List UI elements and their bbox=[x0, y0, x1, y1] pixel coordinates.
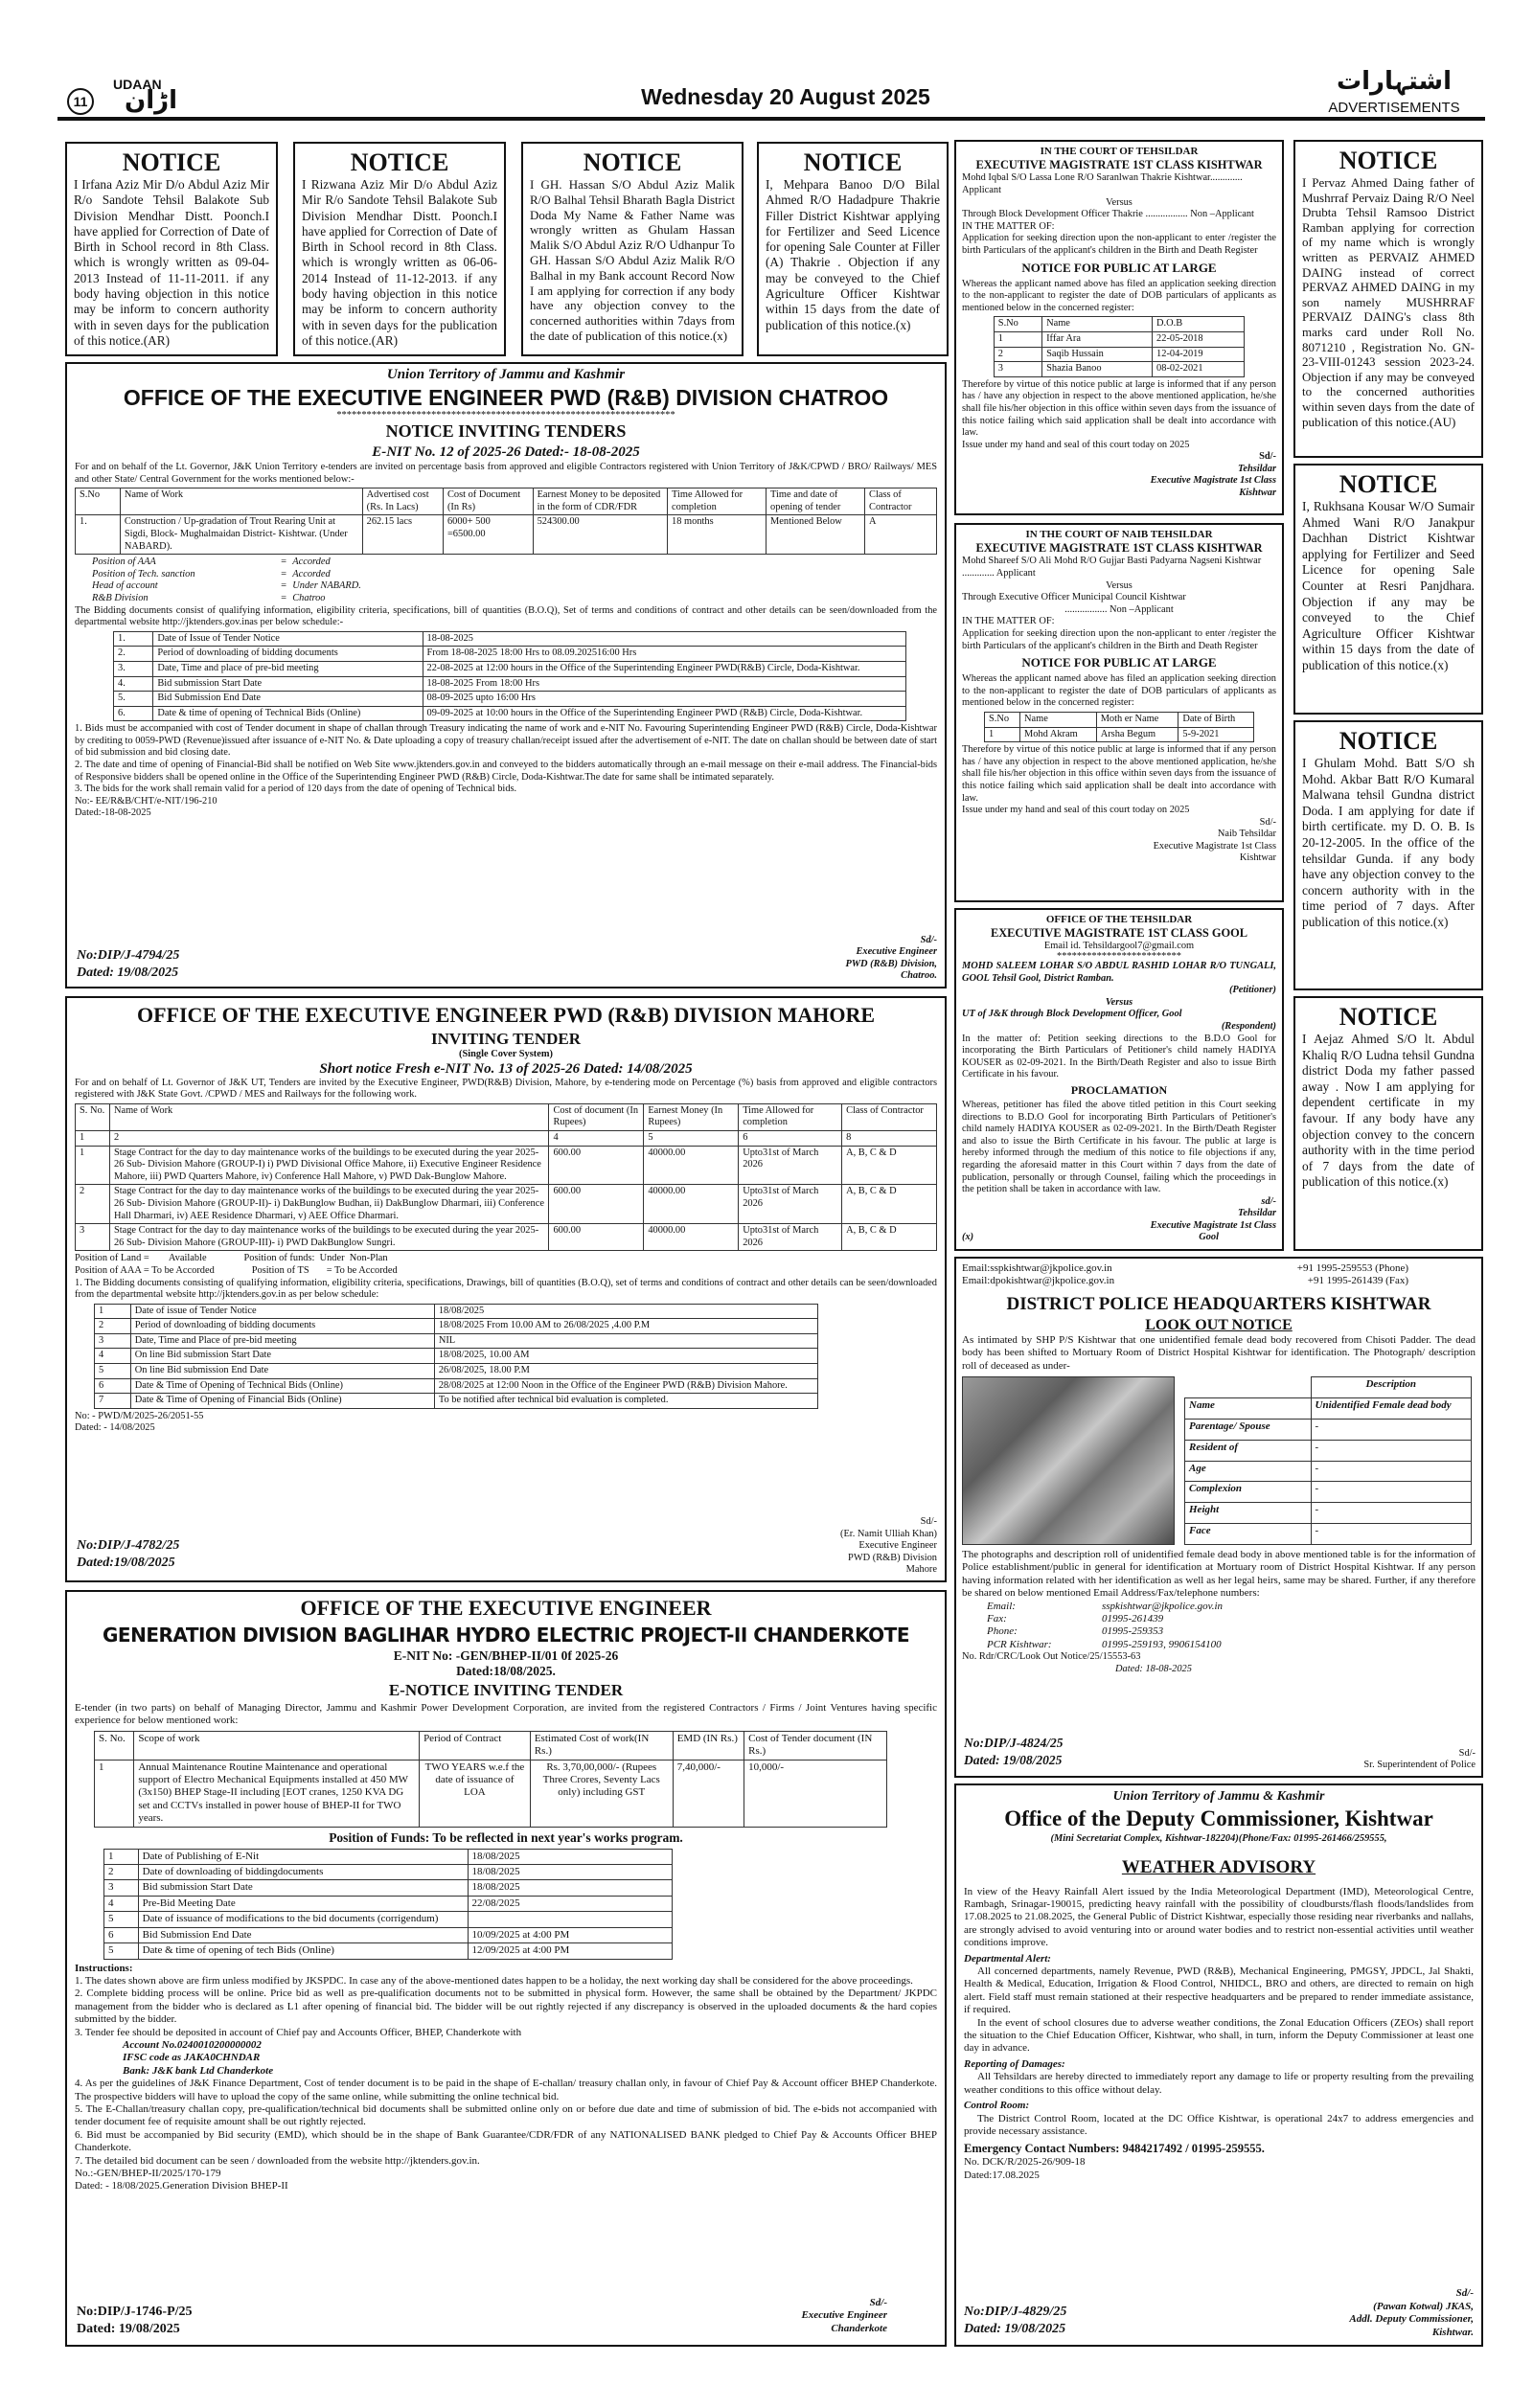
tender-title: INVITING TENDER bbox=[430, 1030, 582, 1048]
petitioner-label: (Petitioner) bbox=[1228, 985, 1276, 996]
court-matter: IN THE MATTER OF: bbox=[962, 220, 1055, 232]
police-lookout-notice bbox=[954, 1257, 1483, 1778]
lookout-intro: As intimated by SHP P/S Kishtwar that one unidentified female dead body recovered from Chisoti Padder. The dead body has been shifted to Mortuary Room of District Hospital Kishtwar for identification. The Photograph/ description roll of deceased as under- bbox=[962, 1333, 1476, 1372]
office-heading: OFFICE OF THE EXECUTIVE ENGINEER PWD (R&B) DIVISION CHATROO bbox=[123, 385, 889, 410]
notice-body: I GH. Hassan S/O Abdul Aziz Malik R/O Balhal Tehsil Bharath Bagla District Doda My Name & Father Name was wrongly written as Ghulam Hassan Malik S/O Abdul Aziz R/O Udhanpur To GH. Hassan S/O Abdul Aziz Malik R/O Balhal in my Bank account Record Now I am applying for correction if any body have any objection convey to the concerned authorities within 7days from the date of publication of this notice.(x) bbox=[530, 177, 735, 343]
notice-body: I Ghulam Mohd. Batt S/O sh Mohd. Akbar Batt R/O Kumaral Malwana tehsil Gundna district Doda. I am applying for date if birth certificate. my D. O. B. Is 20-12-2005. In the office of the tehsildar Gunda. if any body have any objection convey to the concern authority with in the time period of 7 days. After publication of this notice.(x) bbox=[1302, 756, 1475, 929]
position-list: Position of AAA = Accorded Position of Tech. sanction = Accorded Head of account = Under NABARD. R&B Division = Chatroo bbox=[92, 557, 361, 603]
position-1: Position of Land = Available Position of funds: Under Non-Plan bbox=[75, 1253, 388, 1264]
police-title: DISTRICT POLICE HEADQUARTERS KISHTWAR bbox=[1006, 1293, 1431, 1314]
court-parties: Mohd Shareef S/O Ali Mohd R/O Gujjar Basti Padyarna Nagseni Kishtwar ............. Applicant bbox=[962, 556, 1262, 579]
tender-intro: For and on behalf of the Lt. Governor, J&K Union Territory e-tenders are invited on percentage basis from approved and eligible Contractors registered with Union Territory of J&K/CPWD / BRO/ Railways/ MES and other State/ Central Government for the works mentioned below:- bbox=[75, 462, 937, 485]
table-row: 6 Bid Submission End Date 10/09/2025 at 4:00 PM bbox=[104, 1927, 673, 1942]
court-respondent: Through Executive Officer Municipal Council Kishtwar bbox=[962, 592, 1186, 603]
table-row: 6 Date & Time of Opening of Technical Bids (Online) 28/08/2025 at 12:00 Noon in the Office of the Engineer PWD (R&B) Division Mahore. bbox=[95, 1378, 818, 1394]
notice-title: NOTICE bbox=[803, 148, 903, 176]
notice-body: I, Mehpara Banoo D/O Bilal Ahmed R/O Hadadpure Thakrie Filler District Kishtwar applying for Fertilizer and Seed Licence for opening Sale Counter at Filler (A) Thakrie . Objection if any may be conveyed to the Chief Agriculture Officer Kishtwar within 15 days from the date of publication of this notice.(x) bbox=[766, 177, 940, 332]
col-header: Cost of document (In Rupees) bbox=[549, 1103, 644, 1130]
instruction-1: 1. The dates shown above are firm unless modified by JKSPDC. In case any of the above-mentioned dates happen to be a holiday, the next working day shall be considered for the above proceedings. bbox=[75, 1974, 913, 1987]
notice-irfana bbox=[65, 142, 278, 356]
instruction-2: 2. Complete bidding process will be online. Price bid as well as pre-qualification documents not to be submitted in physical form. However, the same shall be obtained by the Department/ JKPDC management from the bidder who is declared as L1 after opening of financial bid. The bidder will be out rightly rejected if any discrepancy is observed in the uploaded documents & the hard copies submitted by the bidder. bbox=[75, 1988, 937, 2026]
table-row: Complexion - bbox=[1185, 1482, 1472, 1503]
office-email: Email id. Tehsildargool7@gmail.com bbox=[1043, 941, 1195, 952]
proclamation-title: PROCLAMATION bbox=[1070, 1082, 1168, 1097]
col-header: Name bbox=[1042, 317, 1153, 332]
ref-date: Dated:-18-08-2025 bbox=[75, 807, 151, 819]
police-contact-row bbox=[962, 1262, 1476, 1275]
court-therefore: Therefore by virtue of this notice public at large is informed that if any person has / have any objection in respect to the above mentioned application, he/she shall file his/her objection in this office within seven days from the issuance of this notice failing which said application shall be dealt into accordance with law. bbox=[962, 744, 1276, 804]
court-name: IN THE COURT OF TEHSILDAR bbox=[1040, 146, 1199, 157]
col-header: S. No. bbox=[95, 1731, 134, 1760]
advisory-title: WEATHER ADVISORY bbox=[1121, 1856, 1316, 1877]
court-public-title: NOTICE FOR PUBLIC AT LARGE bbox=[1021, 655, 1217, 670]
advisory-p5: The District Control Room, located at the DC Office Kishtwar, is operational 24x7 to address emergencies and provide necessary assistance. bbox=[964, 2112, 1474, 2137]
petitioner: MOHD SALEEM LOHAR S/O ABDUL RASHID LOHAR R/O TUNGALI, GOOL Tehsil Gool, District Ramban. bbox=[962, 961, 1276, 984]
office-heading: OFFICE OF THE EXECUTIVE ENGINEER bbox=[300, 1596, 712, 1620]
court-naib-tehsildar bbox=[954, 523, 1284, 902]
ref-number: No. Rdr/CRC/Look Out Notice/25/15553-63 bbox=[962, 1651, 1141, 1663]
table-row: 2 Period of downloading of bidding documents 18/08/2025 From 10.00 AM to 26/08/2025 ,4.00 P.M bbox=[95, 1319, 818, 1334]
office-address: (Mini Secretariat Complex, Kishtwar-182204)(Phone/Fax: 01995-261466/259555, bbox=[1050, 1833, 1387, 1844]
account-no: Account No.0240010200000002 bbox=[123, 2038, 262, 2051]
contact-list: Email: sspkishtwar@jkpolice.gov.in Fax: 01995-261439 Phone: 01995-259353 PCR Kishtwar: 01995-259193, 9906154100 bbox=[987, 1600, 1224, 1650]
docs-text: The Bidding documents consist of qualifying information, eligibility criteria, specifications, bill of quantities (B.O.Q), Set of terms and conditions of contract and other details can be seen/downloaded from the departmental website http://jktenders.gov.inas per below schedule:- bbox=[75, 604, 937, 628]
court-parties: Mohd Iqbal S/O Lassa Lone R/O Saranlwan Thakrie Kishtwar............. Applicant bbox=[962, 172, 1243, 195]
notice-body: I Pervaz Ahmed Daing father of Mushrraf Pervaiz Daing R/O Neel Drubta Tehsil Ramsoo District Ramban applying for correction of my name which is wrongly written as PERVAIZ AHMED DAING instead of correct PERVAZ AHMED DAING in my son namely MUSHRRAF PERVAIZ DAING's class 8th marks card under Roll No. 8071210 , Registration No. GN-23-VIII-01243 session 2023-24. Objection if any may be conveyed to the concerned authorities within seven days from the date of publication of this notice.(AU) bbox=[1302, 175, 1475, 429]
col-header: Earnest Money to be deposited in the form of CDR/FDR bbox=[533, 488, 667, 515]
emergency-contacts: Emergency Contact Numbers: 9484217492 / 01995-259555. bbox=[964, 2142, 1265, 2156]
notice-rukhsana bbox=[1293, 464, 1483, 715]
dip-number: No:DIP/J-4824/25 bbox=[964, 1736, 1064, 1750]
lookout-details bbox=[962, 1376, 1476, 1545]
table-row: 2. Period of downloading of bidding documents From 18-08-2025 18:00 Hrs to 08.09.202516:00 Hrs bbox=[114, 647, 906, 662]
ref-date: Dated: - 14/08/2025 bbox=[75, 1422, 155, 1434]
police-email-1: Email:sspkishtwar@jkpolice.gov.in bbox=[962, 1262, 1112, 1274]
col-header: Class of Contractor bbox=[842, 1103, 937, 1130]
bank-name: Bank: J&K bank Ltd Chanderkote bbox=[123, 2064, 274, 2077]
table-row: 5 Date of issuance of modifications to the bid documents (corrigendum) bbox=[104, 1912, 673, 1927]
advisory-p2: All concerned departments, namely Revenue, PWD (R&B), Mechanical Engineering, PMGSY, JPDCL, Jal Shakti, Health & Medical, Education, Irrigation & Flood Control, NHIDCL, BRO and others, are directed to remain on high alert. Field staff must remain stationed at their respective headquarters and be prepared to render immediate assistance, if required. bbox=[964, 1965, 1474, 2016]
table-row: 1. Date of Issue of Tender Notice 18-08-2025 bbox=[114, 631, 906, 647]
tender-pwd-mahore bbox=[65, 996, 947, 1582]
court-signer: Kishtwar bbox=[1239, 852, 1276, 864]
proclamation-body: Whereas, petitioner has filed the above titled petition in this Court seeking directions to B.D.O Gool for incorporating Birth Particulars of Petitioner's child namely HADIYA KOUSER as 02-09-2021. In the Birth/Death Register and also to issue the Birth Certificate in his favour. The public at large is hereby informed through the medium of this notice to file objections if any, regarding the aforesaid matter in this Court within 7 days from the date of publication, personally or through Counsel, failing which the proceedings in the petition shall be taken in accordance with law. bbox=[962, 1099, 1276, 1195]
col-header: EMD (IN Rs.) bbox=[673, 1731, 744, 1760]
instruction-7: 7. The detailed bid document can be seen / downloaded from the website http://jktenders.gov.in. bbox=[75, 2154, 480, 2167]
tender-title: NOTICE INVITING TENDERS bbox=[385, 421, 627, 441]
gool-versus: Versus bbox=[1105, 996, 1133, 1008]
logo-english: UDAAN bbox=[113, 77, 162, 92]
schedule-table bbox=[113, 631, 906, 722]
respondent-label: (Respondent) bbox=[1221, 1020, 1276, 1032]
dc-weather-advisory bbox=[954, 1783, 1483, 2347]
ref-number: No. DCK/R/2025-26/909-18 bbox=[964, 2156, 1086, 2169]
ref-date: Dated: - 18/08/2025.Generation Division BHEP-II bbox=[75, 2180, 288, 2192]
works-table: S. No. Name of Work Cost of document (In Rupees) Earnest Money (In Rupees) Time Allowed for completion Class of Contractor 1 2 4 5 6 8 1 Stage Contract for the day to day maintenance works of the buildings to be executed during the year 2025-26 Sub- Division Mahore (GROUP-I) i) PWD Divisional Office Mahore, ii) Executive Engineer Residence Mahore, iii) PWD Quarters Mahore, iv) Conference Hall Mahore, v) PWD Dak-Bunglow Mahore. 600.00 40000.00 Upto31st of March 2026 A, B, C & D 2 Stage Contract for the day to day maintenance works of the buildings to be executed during the year 2025-26 Sub- Division Mahore (GROUP-II)- i) DakBunglow Budhan, ii) DakBunglow Dharmari, iii) Conference Hall Dharmari, iv) AEE Residence Dharmari, v) AEE Office Dharmari. 600.00 40000.00 Upto31st of March 2026 A, B, C & D 3 Stage Contract for the day to day maintenance works of the buildings to be executed during the year 2025-26 Sub- Division Mahore (GROUP-III)- i) PWD DakBunglow Sungri. 600.00 40000.00 Upto31st of March 2026 A, B, C & D bbox=[75, 1103, 937, 1252]
tender-baglihar bbox=[65, 1590, 947, 2347]
table-row: 5 Date & time of opening of tech Bids (Online) 12/09/2025 at 4:00 PM bbox=[104, 1943, 673, 1959]
page-number: 11 bbox=[67, 88, 94, 115]
point-1: 1. Bids must be accompanied with cost of Tender document in shape of challan through Treasury indicating the name of work and e-NIT No. Favouring Superintending Engineer PWD (R&B) Circle, Doda-Kishtwar by crediting to 0059-PWD (Revenue)issued after issuance of e-NIT No. & Date uploading a copy of treasury challan/receipt issued after the advertisement of e-NIT. The date on challan should be between date of start of bid submission and bid closing date. bbox=[75, 723, 937, 759]
col-header: Name of Work bbox=[109, 1103, 548, 1130]
notice-rizwana bbox=[293, 142, 506, 356]
col-header: S.No bbox=[984, 712, 1019, 727]
table-row: 3 Shazia Banoo 08-02-2021 bbox=[994, 362, 1244, 377]
police-phone: +91 1995-259553 (Phone) bbox=[1296, 1262, 1408, 1274]
court-respondent: Through Block Development Officer Thakrie ................. Non –Applicant bbox=[962, 209, 1254, 220]
point-2: 2. The date and time of opening of Financial-Bid shall be notified on Web Site www.jktenders.gov.in and conveyed to the bidders automatically through an e-mail message on their e-mail address. The Financial-bids of Responsive bidders shall be opened online in the Office of the Superintending Engineer PWD (R&B) Circle, Doda-Kishtwar.The date for same shall be intimated separately. bbox=[75, 760, 937, 783]
table-row: 3 Bid submission Start Date 18/08/2025 bbox=[104, 1880, 673, 1896]
notice-title: NOTICE bbox=[350, 148, 449, 176]
col-header: Moth er Name bbox=[1096, 712, 1178, 727]
notice-body: I Irfana Aziz Mir D/o Abdul Aziz Mir R/o Sandote Tehsil Balakote Sub Division Mendhar Distt. Poonch.I have applied for Correction of Date of Birth in School record in 8th Class. which is wrongly written as 09-04-2013 Instead of 11-11-2011. if any body having objection in this notice may be inform to concern authority with in seven days for the publication of this notice.(AR) bbox=[74, 177, 269, 348]
court-therefore: Therefore by virtue of this notice public at large is informed that if any person has / have any objection in respect to the above mentioned application, he/she shall file his/her objection in this office within seven days from the issuance of this notice failing which said application shall be dealt into accordance with law. bbox=[962, 378, 1276, 439]
table-row: 2 Stage Contract for the day to day maintenance works of the buildings to be executed during the year 2025-26 Sub- Division Mahore (GROUP-II)- i) DakBunglow Budhan, ii) DakBunglow Dharmari, iii) Conference Hall Dharmari, iv) AEE Residence Dharmari, v) AEE Office Dharmari. 600.00 40000.00 Upto31st of March 2026 A, B, C & D bbox=[76, 1185, 937, 1224]
court-signer: Executive Magistrate 1st Class bbox=[1150, 475, 1276, 487]
col-header: Scope of work bbox=[134, 1731, 420, 1760]
gool-matter: In the matter of: Petition seeking directions to the B.D.O Gool for incorporating the Birth Particulars of Petitioner's child namely HADIYA KOUSER as 02-09-2021. In the Birth/Death Register and also to issue Birth Certificate in his favour. bbox=[962, 1033, 1276, 1080]
ifsc-code: IFSC code as JAKA0CHNDAR bbox=[123, 2052, 261, 2064]
court-signer: Tehsildar bbox=[1237, 463, 1276, 474]
col-header: Estimated Cost of work(IN Rs.) bbox=[530, 1731, 673, 1760]
court-whereas: Whereas the applicant named above has filed an application seeking direction to the non-applicant to register the date of DOB particulars of applicants as mentioned below in the concerned register: bbox=[962, 673, 1276, 709]
office-name: OFFICE OF THE TEHSILDAR bbox=[1045, 914, 1193, 925]
schedule-table bbox=[103, 1849, 673, 1960]
table-row: Name Unidentified Female dead body bbox=[1185, 1397, 1472, 1419]
dept-alert-heading: Departmental Alert: bbox=[964, 1952, 1051, 1965]
court-sign: Sd/- bbox=[1259, 451, 1276, 463]
instruction-6: 6. Bid must be accompanied by Bid security (EMD), which should be in the shape of Bank Guarantee/CDR/FDR of any NATIONALISED BANK pledged to Chief Pay & Accounts Officer BHEP Chanderkote. bbox=[75, 2128, 937, 2154]
signature-block: Sd/- Executive Engineer PWD (R&B) Division, Chatroo. bbox=[845, 934, 937, 982]
ref-number: No.:-GEN/BHEP-II/2025/170-179 bbox=[75, 2168, 221, 2179]
court-signer: Naib Tehsildar bbox=[1217, 829, 1276, 840]
court-application: Application for seeking direction upon the non-applicant to enter /register the birth Particulars of the applicant's children in the Birth and Death Register bbox=[962, 233, 1276, 256]
tender-intro: E-tender (in two parts) on behalf of Managing Director, Jammu and Kashmir Power Development Corporation, are invited from the registered Contractors / Firms / Joint Ventures having specific experience for below mentioned work: bbox=[75, 1702, 937, 1727]
court-magistrate: EXECUTIVE MAGISTRATE 1ST CLASS KISHTWAR bbox=[975, 541, 1263, 556]
notice-pervaz bbox=[1293, 140, 1483, 458]
lookout-body: The photographs and description roll of unidentified female dead body in above mentioned table is for the information of Police establishment/public in general for identification at Mortuary room of District Hospital Kishtwar. If any person having information related with her identification as well as her legal heirs, same may be shared. Further, if any therefore be shared on below mentioned Email Address/Fax/telephone numbers: bbox=[962, 1549, 1476, 1600]
notice-body: I, Rukhsana Kousar W/O Sumair Ahmed Wani R/O Janakpur Dachhan District Kishtwar applying for Fertilizer and Seed Licence for opening Sale Counter at Resri Panjdhara. Objection if any may be conveyed to the Chief Agriculture Officer Kishtwar within 15 days from the date of publication of this notice.(x) bbox=[1302, 499, 1475, 672]
lookout-title: LOOK OUT NOTICE bbox=[1145, 1316, 1293, 1333]
col-header: Earnest Money (In Rupees) bbox=[644, 1103, 739, 1130]
col-header: Date of Birth bbox=[1178, 712, 1254, 727]
notice-ghulam-mohd bbox=[1293, 720, 1483, 990]
court-tehsildar-kishtwar bbox=[954, 140, 1284, 515]
enit-number: Short notice Fresh e-NIT No. 13 of 2025-26 Dated: 14/08/2025 bbox=[319, 1060, 693, 1077]
court-name: IN THE COURT OF NAIB TEHSILDAR bbox=[1025, 529, 1213, 540]
court-tehsildar-gool bbox=[954, 908, 1284, 1251]
dip-date: Dated: 19/08/2025 bbox=[964, 1753, 1063, 1767]
col-header: Name bbox=[1020, 712, 1097, 727]
dip-date: Dated: 19/08/2025 bbox=[964, 2322, 1066, 2336]
logo-urdu: اڑان bbox=[125, 86, 177, 115]
court-sign: Sd/- bbox=[1259, 816, 1276, 828]
ref-number: No: - PWD/M/2025-26/2051-55 bbox=[75, 1410, 204, 1421]
court-respondent-label: ................. Non –Applicant bbox=[1064, 603, 1174, 615]
col-header: S. No. bbox=[76, 1103, 110, 1130]
table-row: 2 Saqib Hussain 12-04-2019 bbox=[994, 347, 1244, 362]
instructions-heading: Instructions: bbox=[75, 1962, 133, 1974]
table-row: 5 On line Bid submission End Date 26/08/2025, 18.00 P.M bbox=[95, 1364, 818, 1379]
col-header: Period of Contract bbox=[420, 1731, 531, 1760]
tender-pwd-chatroo bbox=[65, 362, 947, 988]
table-row: Resident of - bbox=[1185, 1440, 1472, 1461]
enit-number: E-NIT No. 12 of 2025-26 Dated:- 18-08-2025 bbox=[372, 444, 640, 460]
col-header: Time Allowed for completion bbox=[739, 1103, 842, 1130]
table-row: 1 Iffar Ara 22-05-2018 bbox=[994, 331, 1244, 347]
signature-block: Sd/- (Pawan Kotwal) JKAS, Addl. Deputy Commissioner, Kishtwar. bbox=[1349, 2287, 1474, 2338]
tender-title: E-NOTICE INVITING TENDER bbox=[388, 1681, 624, 1699]
table-row: 4 On line Bid submission Start Date 18/08/2025, 10.00 AM bbox=[95, 1349, 818, 1364]
col-header: Time Allowed for completion bbox=[668, 488, 766, 515]
schedule-table bbox=[94, 1304, 818, 1409]
gool-signer-row: (x) Gool bbox=[962, 1232, 1219, 1243]
signature-block: Sd/- Executive Engineer Chanderkote bbox=[801, 2296, 887, 2334]
works-table bbox=[75, 488, 937, 555]
description-table bbox=[1184, 1376, 1472, 1545]
advisory-p3: In the event of school closures due to adverse weather conditions, the Zonal Education Officers (ZEOs) shall report the situation to the Chief Education Officer, Kishtwar, who shall, in turn, inform the Deputy Commissioner at least one day in advance. bbox=[964, 2016, 1474, 2055]
ref-date: Dated:17.08.2025 bbox=[964, 2169, 1040, 2181]
signature-block: Sd/- Sr. Superintendent of Police bbox=[1363, 1747, 1476, 1771]
works-table bbox=[94, 1731, 887, 1828]
police-email-2: Email:dpokishtwar@jkpolice.gov.in bbox=[962, 1275, 1115, 1287]
section-english: ADVERTISEMENTS bbox=[1328, 100, 1460, 116]
table-row: 4. Bid submission Start Date 18-08-2025 From 18:00 Hrs bbox=[114, 676, 906, 692]
office-heading: OFFICE OF THE EXECUTIVE ENGINEER PWD (R&B) DIVISION MAHORE bbox=[136, 1003, 876, 1027]
division-heading: GENERATION DIVISION BAGLIHAR HYDRO ELECTRIC PROJECT-II CHANDERKOTE bbox=[103, 1624, 909, 1647]
dip-number: No:DIP/J-1746-P/25 bbox=[77, 2305, 193, 2319]
point-3: 3. The bids for the work shall remain valid for a period of 120 days from the date of opening of Technical bids. bbox=[75, 784, 517, 795]
dip-date: Dated: 19/08/2025 bbox=[77, 965, 179, 980]
col-header: Cost of Tender document (IN Rs.) bbox=[744, 1731, 887, 1760]
police-contact-row bbox=[962, 1275, 1476, 1287]
table-row: Parentage/ Spouse - bbox=[1185, 1419, 1472, 1440]
court-issued: Issue under my hand and seal of this court today on 2025 bbox=[962, 805, 1190, 816]
col-header: Advertised cost (Rs. In Lacs) bbox=[362, 488, 443, 515]
position-2: Position of AAA = To be Accorded Position of TS = To be Accorded bbox=[75, 1264, 398, 1276]
table-row: 1. Construction / Up-gradation of Trout Rearing Unit at Sigdi, Block- Mughalmaidan District- Kishtwar. (Under NABARD). 262.15 lacs 6000+ 500 =6500.00 524300.00 18 months Mentioned Below A bbox=[76, 515, 937, 555]
table-row: Face - bbox=[1185, 1524, 1472, 1545]
notice-mehpara bbox=[757, 142, 949, 356]
stars-divider: ******************************************************************** bbox=[336, 410, 675, 420]
police-fax: +91 1995-261439 (Fax) bbox=[1307, 1275, 1408, 1287]
notice-aejaz bbox=[1293, 996, 1483, 1251]
instruction-4: 4. As per the guidelines of J&K Finance Department, Cost of tender document is to be paid in the shape of E-challan/ treasury challan only, in favour of Chief Pay & Account officer BHEP Chanderkote. The prospective bidders will have to upload the copy of the same online, while submitting the online technical bid. bbox=[75, 2078, 937, 2102]
table-row: 3 Date, Time and Place of pre-bid meeting NIL bbox=[95, 1333, 818, 1349]
page-date: Wednesday 20 August 2025 bbox=[641, 84, 930, 109]
col-header: Class of Contractor bbox=[865, 488, 937, 515]
court-versus: Versus bbox=[1106, 196, 1133, 208]
gool-sign: sd/- bbox=[1261, 1195, 1276, 1207]
office-magistrate: EXECUTIVE MAGISTRATE 1ST CLASS GOOL bbox=[990, 926, 1248, 941]
table-row: Age - bbox=[1185, 1461, 1472, 1482]
dip-number: No:DIP/J-4794/25 bbox=[77, 948, 180, 963]
court-magistrate: EXECUTIVE MAGISTRATE 1ST CLASS KISHTWAR bbox=[975, 158, 1263, 172]
instruction-3: 3. Tender fee should be deposited in account of Chief pay and Accounts Officer, BHEP, Chanderkote with bbox=[75, 2026, 522, 2038]
col-header: Name of Work bbox=[120, 488, 362, 515]
court-whereas: Whereas the applicant named above has filed an application seeking direction to the non-applicant to register the date of DOB particulars of applicants as mentioned below in the concerned register: bbox=[962, 278, 1276, 313]
notice-title: NOTICE bbox=[1339, 1003, 1438, 1031]
tender-intro: For and on behalf of Lt. Governor of J&K UT, Tenders are invited by the Executive Engineer, PWD(R&B) Division, Mahore, by e-tendering mode on Percentage (%) basis from approved and eligible contractors registered with J&K State Govt. /CPWD / MES and Railways for the following work. bbox=[75, 1077, 937, 1101]
notice-title: NOTICE bbox=[583, 148, 682, 176]
table-row: 1 Date of issue of Tender Notice 18/08/2025 bbox=[95, 1304, 818, 1319]
ut-heading: Union Territory of Jammu and Kashmir bbox=[386, 367, 626, 382]
col-header: Cost of Document (In Rs) bbox=[443, 488, 533, 515]
table-row: 3 Stage Contract for the day to day maintenance works of the buildings to be executed during the year 2025-26 Sub- Division Mahore (GROUP-III)- i) PWD DakBunglow Sungri. 600.00 40000.00 Upto31st of March 2026 A, B, C & D bbox=[76, 1224, 937, 1251]
damages-heading: Reporting of Damages: bbox=[964, 2057, 1065, 2070]
notice-title: NOTICE bbox=[1339, 727, 1438, 755]
table-row: 1 Mohd Akram Arsha Begum 5-9-2021 bbox=[984, 727, 1253, 742]
court-signer: Executive Magistrate 1st Class bbox=[1153, 840, 1276, 852]
description-header: Description bbox=[1311, 1377, 1471, 1398]
section-urdu: اشتہارات bbox=[1336, 67, 1453, 96]
notice-gh-hassan bbox=[521, 142, 744, 356]
dip-date: Dated: 19/08/2025 bbox=[77, 2322, 180, 2336]
table-row: 4 Pre-Bid Meeting Date 22/08/2025 bbox=[104, 1896, 673, 1911]
table-row: 1 Date of Publishing of E-Nit 18/08/2025 bbox=[104, 1849, 673, 1864]
col-header: Time and date of opening of tender bbox=[766, 488, 865, 515]
table-row: 3. Date, Time and place of pre-bid meeting 22-08-2025 at 12:00 hours in the Office of the Superintending Engineer PWD(R&B) Circle, Doda-Kishtwar. bbox=[114, 661, 906, 676]
cover-system: (Single Cover System) bbox=[459, 1049, 553, 1059]
col-header: S.No bbox=[76, 488, 121, 515]
ut-heading: Union Territory of Jammu & Kashmir bbox=[1112, 1789, 1325, 1804]
notice-body: I Aejaz Ahmed S/O lt. Abdul Khaliq R/O Ludna tehsil Gundna district Doda my father passed away . Now I am applying for dependent certificate in my favour. If any body have any objection convey to the concern authority with in the time period of 7 days from the date of publication of this notice.(x) bbox=[1302, 1032, 1475, 1190]
notice-title: NOTICE bbox=[1339, 147, 1438, 174]
court-signer: Kishtwar bbox=[1239, 488, 1276, 499]
docs-text: 1. The Bidding documents consisting of qualifying information, eligibility criteria, specifications, Drawings, bill of quantities (B.O.Q), set of terms and conditions of contract and other details can be seen/downloaded from the departmental website http://jktenders.gov.in as per below schedule: bbox=[75, 1277, 937, 1301]
signature-block: Sd/- (Er. Namit Ulliah Khan) Executive Engineer PWD (R&B) Division Mahore bbox=[840, 1516, 937, 1576]
enit-number: E-NIT No: -GEN/BHEP-II/01 0f 2025-26 bbox=[393, 1648, 619, 1663]
court-dob-table bbox=[994, 316, 1245, 376]
deceased-photo bbox=[962, 1376, 1175, 1545]
office-heading: Office of the Deputy Commissioner, Kishtwar bbox=[1004, 1806, 1433, 1830]
notice-body: I Rizwana Aziz Mir D/o Abdul Aziz Mir R/o Sandote Tehsil Balakote Sub Division Mendhar Distt. Poonch.I have applied for Correction of Date of Birth in School record in 8th Class. which is wrongly written as 06-06-2014 Instead of 11-12-2013. if any body having objection in this notice may be inform to concern authority with in seven days for the publication of this notice.(AR) bbox=[302, 177, 497, 348]
advisory-p4: All Tehsildars are hereby directed to immediately report any damage to life or property resulting from the prevailing weather conditions to this office without delay. bbox=[964, 2071, 1474, 2096]
court-dob-table bbox=[984, 712, 1254, 742]
gool-signer: Tehsildar bbox=[1237, 1208, 1276, 1219]
notice-title: NOTICE bbox=[1339, 470, 1438, 498]
notice-title: NOTICE bbox=[122, 148, 221, 176]
stars-divider: ************************* bbox=[1057, 951, 1181, 962]
table-row: 6. Date & time of opening of Technical Bids (Online) 09-09-2025 at 10:00 hours in the Office of the Superintending Engineer PWD (R&B) Circle, Doda-Kishtwar. bbox=[114, 706, 906, 721]
court-matter: IN THE MATTER OF: bbox=[962, 616, 1055, 627]
court-issued: Issue under my hand and seal of this court today on 2025 bbox=[962, 439, 1190, 450]
table-row: Height - bbox=[1185, 1503, 1472, 1524]
ref-number: No:- EE/R&B/CHT/e-NIT/196-210 bbox=[75, 795, 217, 806]
table-row: 1 Stage Contract for the day to day maintenance works of the buildings to be executed during the year 2025-26 Sub- Division Mahore (GROUP-I) i) PWD Divisional Office Mahore, ii) Executive Engineer Residence Mahore, iii) PWD Quarters Mahore, iv) Conference Hall Mahore, v) PWD Dak-Bunglow Mahore. 600.00 40000.00 Upto31st of March 2026 A, B, C & D bbox=[76, 1146, 937, 1185]
dip-date: Dated:19/08/2025 bbox=[77, 1556, 175, 1570]
funds-position: Position of Funds: To be reflected in next year's works program. bbox=[329, 1829, 683, 1845]
page-header bbox=[57, 63, 1485, 121]
dip-number: No:DIP/J-4782/25 bbox=[77, 1538, 180, 1553]
enit-date: Dated:18/08/2025. bbox=[456, 1664, 556, 1678]
table-row: 7 Date & Time of Opening of Financial Bids (Online) To be notified after technical bid evaluation is completed. bbox=[95, 1394, 818, 1409]
table-row: 2 Date of downloading of biddingdocuments 18/08/2025 bbox=[104, 1865, 673, 1880]
col-header: S.No bbox=[994, 317, 1041, 332]
court-public-title: NOTICE FOR PUBLIC AT LARGE bbox=[1021, 260, 1217, 275]
table-row: 5. Bid Submission End Date 08-09-2025 upto 16:00 Hrs bbox=[114, 692, 906, 707]
gool-signer: Executive Magistrate 1st Class bbox=[1150, 1219, 1276, 1231]
court-versus: Versus bbox=[1106, 579, 1133, 591]
col-header: D.O.B bbox=[1153, 317, 1245, 332]
advisory-p1: In view of the Heavy Rainfall Alert issued by the India Meteorological Department (IMD), Meteorological Centre, Rambagh, Srinagar-190015, predicting heavy rainfall with the possibility of cloudbursts/flash floods/landslides from 17.08.2025 to 21.08.2025, the General Public of District Kishtwar, especially those residing near riverbanks and nallahs, are strongly advised to avoid venturing into or around water bodies and to restrict non-essential activities until weather conditions improve. bbox=[964, 1885, 1474, 1949]
control-room-heading: Control Room: bbox=[964, 2100, 1030, 2112]
table-row: 1 Annual Maintenance Routine Maintenance and operational support of Electro Mechanical Equipments installed at 450 MW (3x150) BHEP Stage-II including [EOT cranes, 1250 KVA DG set and CCTVs installed in power house of BHEP-II for TWO years. TWO YEARS w.e.f the date of issuance of LOA Rs. 3,70,00,000/- (Rupees Three Crores, Seventy Lacs only) including GST 7,40,000/- 10,000/- bbox=[95, 1760, 887, 1827]
instruction-5: 5. The E-Challan/treasury challan copy, pre-qualification/technical bid documents shall be submitted online only on or before due date and time of submission of bid. The e-bids not accompanied with tender document fee of requisite amount shall be out rightly rejected. bbox=[75, 2102, 937, 2128]
court-application: Application for seeking direction upon the non-applicant to enter /register the birth Particulars of the applicant's children in the Birth and Death Register bbox=[962, 627, 1276, 651]
dip-number: No:DIP/J-4829/25 bbox=[964, 2305, 1067, 2319]
ref-date: Dated: 18-08-2025 bbox=[1115, 1663, 1192, 1674]
respondent: UT of J&K through Block Development Officer, Gool bbox=[962, 1009, 1182, 1020]
